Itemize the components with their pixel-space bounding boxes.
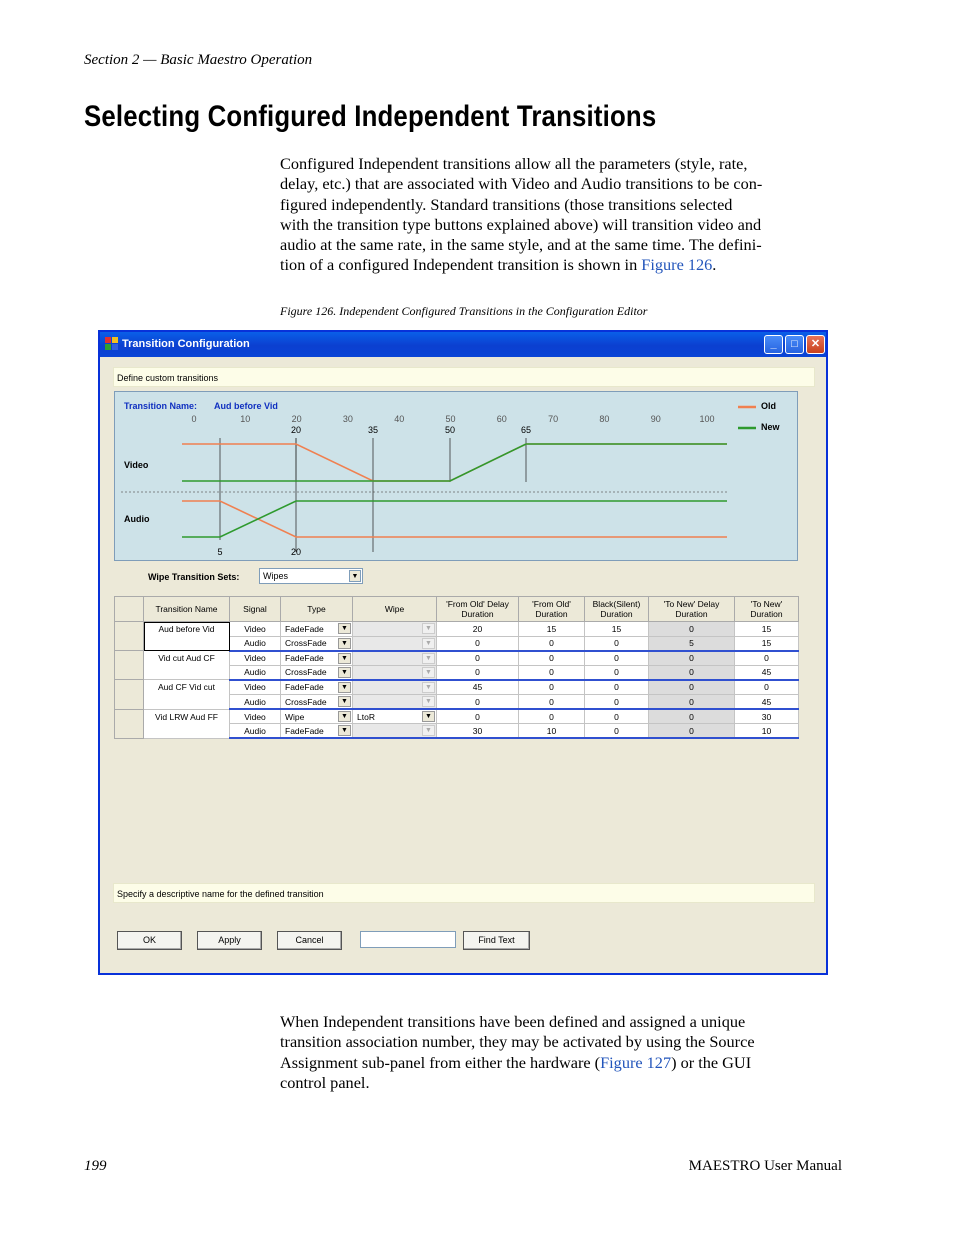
outro-line: When Independent transitions have been defined and assigned a unique [280, 1012, 746, 1031]
apply-button[interactable]: Apply [197, 931, 262, 950]
col-header: Transition Name [144, 597, 230, 622]
duration-cell[interactable]: 45 [735, 694, 799, 709]
intro-line: Configured Independent transitions allow all the parameters (style, rate, [280, 154, 748, 173]
col-header: Type [281, 597, 353, 622]
chevron-down-icon[interactable]: ▼ [422, 682, 435, 693]
hint-bar-bottom: Specify a descriptive name for the defined transition [113, 883, 815, 903]
graph-row-audio: Audio [124, 514, 150, 524]
chevron-down-icon[interactable]: ▼ [338, 638, 351, 649]
duration-cell[interactable]: 0 [649, 709, 735, 724]
figure-126-link[interactable]: Figure 126 [641, 255, 713, 275]
maximize-button[interactable] [785, 335, 804, 354]
type-select[interactable] [281, 665, 353, 680]
duration-cell[interactable]: 0 [649, 680, 735, 695]
chevron-down-icon[interactable]: ▼ [338, 711, 351, 722]
outro-line: control panel. [280, 1072, 370, 1092]
figure-127-link[interactable]: Figure 127 [600, 1052, 672, 1072]
signal-cell: Audio [230, 724, 281, 739]
legend-new-label: New [761, 422, 780, 432]
duration-cell[interactable]: 0 [519, 651, 585, 666]
col-header: Wipe [353, 597, 437, 622]
transition-name-cell[interactable]: Vid LRW Aud FF [144, 709, 230, 738]
intro-line [280, 255, 842, 275]
duration-cell[interactable]: 0 [649, 724, 735, 739]
transition-name-cell[interactable]: Aud before Vid [144, 622, 230, 651]
duration-cell[interactable]: 0 [735, 680, 799, 695]
duration-cell[interactable]: 10 [735, 724, 799, 739]
duration-cell[interactable]: 45 [437, 680, 519, 695]
signal-cell: Audio [230, 665, 281, 680]
graph-name-value: Aud before Vid [214, 401, 278, 411]
row-header-corner [115, 597, 144, 622]
duration-cell[interactable]: 0 [519, 636, 585, 651]
outro-line: transition association number, they may be activated by using the Source [280, 1032, 755, 1052]
chevron-down-icon[interactable]: ▼ [338, 696, 351, 707]
duration-cell[interactable]: 0 [437, 709, 519, 724]
wipe-select[interactable] [353, 665, 437, 680]
wipe-select[interactable] [353, 636, 437, 651]
marker-label: 35 [367, 425, 379, 435]
type-value: FadeFade [285, 653, 324, 664]
type-select[interactable] [281, 694, 353, 709]
duration-cell[interactable]: 15 [735, 636, 799, 651]
transition-name-cell[interactable]: Vid cut Aud CF [144, 651, 230, 680]
video-old-trace [182, 444, 727, 481]
duration-cell[interactable]: 30 [437, 724, 519, 739]
close-button[interactable] [806, 335, 825, 354]
ok-button[interactable]: OK [117, 931, 182, 950]
table-row[interactable] [115, 680, 799, 695]
transition-graph [114, 391, 798, 561]
wipe-select[interactable] [353, 724, 437, 739]
graph-tick-label: 90 [650, 414, 661, 424]
intro-line: audio at the same rate, in the same style, and at the same time. The defini- [280, 235, 762, 255]
signal-cell: Video [230, 622, 281, 637]
outro-paragraph [280, 1012, 842, 1093]
wipe-select[interactable] [353, 694, 437, 709]
wipe-value: LtoR [357, 711, 375, 722]
chevron-down-icon[interactable]: ▼ [338, 682, 351, 693]
marker-label: 65 [520, 425, 532, 435]
wipe-sets-value: Wipes [263, 571, 289, 581]
duration-cell[interactable]: 10 [519, 724, 585, 739]
graph-ticks [191, 414, 714, 424]
find-text-button[interactable]: Find Text [463, 931, 530, 950]
chevron-down-icon[interactable]: ▼ [338, 623, 351, 634]
type-select[interactable] [281, 636, 353, 651]
app-icon [105, 337, 118, 350]
chevron-down-icon[interactable]: ▼ [422, 653, 435, 664]
chevron-down-icon[interactable]: ▼ [422, 623, 435, 634]
type-select[interactable] [281, 709, 353, 724]
chevron-down-icon[interactable]: ▼ [422, 667, 435, 678]
close-icon: ✕ [810, 338, 821, 350]
window-titlebar[interactable] [100, 332, 826, 357]
duration-cell[interactable]: 15 [519, 622, 585, 637]
duration-cell[interactable]: 0 [585, 665, 649, 680]
wipe-select[interactable] [353, 651, 437, 666]
graph-tick-label: 10 [240, 414, 251, 424]
marker-label: 20 [290, 425, 302, 435]
col-header: 'To New' Duration [735, 597, 799, 622]
type-select[interactable] [281, 622, 353, 637]
duration-cell[interactable]: 0 [437, 636, 519, 651]
duration-cell[interactable]: 5 [649, 636, 735, 651]
type-select[interactable] [281, 680, 353, 695]
duration-cell[interactable]: 0 [519, 665, 585, 680]
legend-old-label: Old [761, 401, 776, 411]
chevron-down-icon[interactable]: ▼ [349, 570, 361, 582]
table-row[interactable] [115, 622, 799, 637]
intro-paragraph [280, 154, 842, 276]
chevron-down-icon[interactable]: ▼ [422, 725, 435, 736]
type-value: FadeFade [285, 623, 324, 634]
running-head: Section 2 — Basic Maestro Operation [84, 52, 313, 68]
audio-new-trace [182, 501, 727, 537]
wipe-sets-label: Wipe Transition Sets: [148, 572, 240, 582]
signal-cell: Audio [230, 694, 281, 709]
transition-configuration-window [98, 330, 828, 975]
col-header: 'From Old' Duration [519, 597, 585, 622]
graph-tick-label: 70 [548, 414, 559, 424]
graph-tick-label: 30 [342, 414, 353, 424]
col-header: Signal [230, 597, 281, 622]
page-title: Selecting Configured Independent Transitions [84, 100, 657, 133]
wipe-sets-select[interactable] [259, 568, 363, 584]
type-select[interactable] [281, 651, 353, 666]
type-select[interactable] [281, 724, 353, 739]
graph-tick-label: 60 [496, 414, 507, 424]
chevron-down-icon[interactable]: ▼ [422, 711, 435, 722]
duration-cell[interactable]: 0 [649, 651, 735, 666]
type-value: CrossFade [285, 638, 327, 649]
type-value: CrossFade [285, 696, 327, 707]
find-text-input[interactable] [360, 931, 456, 948]
signal-cell: Video [230, 651, 281, 666]
minimize-button[interactable] [764, 335, 783, 354]
duration-cell[interactable]: 0 [519, 680, 585, 695]
duration-cell[interactable]: 0 [585, 709, 649, 724]
intro-line: with the transition type buttons explained above) will transition video and [280, 214, 762, 234]
duration-cell[interactable]: 0 [585, 694, 649, 709]
wipe-select[interactable] [353, 680, 437, 695]
row-header[interactable] [115, 651, 144, 680]
wipe-select[interactable] [353, 709, 437, 724]
duration-cell[interactable]: 0 [437, 651, 519, 666]
graph-tick-label: 100 [699, 414, 715, 424]
duration-cell[interactable]: 15 [585, 622, 649, 637]
minimize-icon: _ [770, 338, 777, 350]
marker-label: 20 [290, 547, 302, 557]
chevron-down-icon[interactable]: ▼ [422, 638, 435, 649]
col-header: 'To New' Delay Duration [649, 597, 735, 622]
graph-name-prefix: Transition Name: [124, 401, 198, 411]
chevron-down-icon[interactable]: ▼ [422, 696, 435, 707]
row-header[interactable] [115, 709, 144, 738]
intro-line: figured independently. Standard transitions (those transitions selected [280, 194, 733, 214]
transition-name-cell[interactable]: Aud CF Vid cut [144, 680, 230, 709]
duration-cell[interactable]: 20 [437, 622, 519, 637]
table-row[interactable] [115, 651, 799, 666]
col-header: Black(Silent) Duration [585, 597, 649, 622]
duration-cell[interactable]: 0 [649, 694, 735, 709]
duration-cell[interactable]: 0 [437, 665, 519, 680]
signal-cell: Video [230, 680, 281, 695]
table-row[interactable] [115, 709, 799, 724]
figure-caption: Figure 126. Independent Configured Transitions in the Configuration Editor [280, 304, 648, 318]
chevron-down-icon[interactable]: ▼ [338, 653, 351, 664]
video-new-trace [182, 444, 727, 481]
duration-cell[interactable]: 45 [735, 665, 799, 680]
duration-cell[interactable]: 0 [585, 724, 649, 739]
manual-title: MAESTRO User Manual [688, 1158, 842, 1174]
signal-cell: Video [230, 709, 281, 724]
duration-cell[interactable]: 0 [585, 680, 649, 695]
graph-tick-label: 50 [445, 414, 456, 424]
row-header[interactable] [115, 622, 144, 651]
duration-cell[interactable]: 30 [735, 709, 799, 724]
outro-text: Assignment sub-panel from either the hardware ( [280, 1052, 601, 1072]
duration-cell[interactable]: 0 [519, 709, 585, 724]
window-title: Transition Configuration [122, 338, 250, 350]
graph-tick-label: 20 [291, 414, 302, 424]
intro-line: delay, etc.) that are associated with Video and Audio transitions to be con- [280, 174, 763, 194]
duration-cell[interactable]: 0 [649, 665, 735, 680]
duration-cell[interactable]: 15 [735, 622, 799, 637]
hint-bar-top: Define custom transitions [113, 367, 815, 387]
col-header: 'From Old' Delay Duration [437, 597, 519, 622]
row-header[interactable] [115, 680, 144, 709]
chevron-down-icon[interactable]: ▼ [338, 667, 351, 678]
maximize-icon: □ [791, 338, 798, 350]
type-value: CrossFade [285, 667, 327, 678]
type-value: FadeFade [285, 725, 324, 736]
outro-line [280, 1053, 842, 1073]
chevron-down-icon[interactable]: ▼ [338, 725, 351, 736]
wipe-select[interactable] [353, 622, 437, 637]
duration-cell[interactable]: 0 [649, 622, 735, 637]
page-number: 199 [84, 1158, 107, 1174]
graph-row-video: Video [124, 460, 149, 470]
intro-text: . [712, 255, 717, 275]
type-value: Wipe [285, 711, 305, 722]
transitions-table [114, 596, 799, 739]
cancel-button[interactable]: Cancel [277, 931, 342, 950]
signal-cell: Audio [230, 636, 281, 651]
marker-label: 5 [217, 547, 223, 557]
duration-cell[interactable]: 0 [437, 694, 519, 709]
graph-tick-label: 80 [599, 414, 610, 424]
type-value: FadeFade [285, 682, 324, 693]
marker-label: 50 [444, 425, 456, 435]
intro-text: tion of a configured Independent transition is shown in [280, 255, 642, 275]
duration-cell[interactable]: 0 [735, 651, 799, 666]
graph-tick-label: 0 [191, 414, 197, 424]
graph-tick-label: 40 [394, 414, 405, 424]
duration-cell[interactable]: 0 [585, 636, 649, 651]
audio-old-trace [182, 501, 727, 537]
outro-text: ) or the GUI [671, 1052, 752, 1072]
duration-cell[interactable]: 0 [519, 694, 585, 709]
duration-cell[interactable]: 0 [585, 651, 649, 666]
